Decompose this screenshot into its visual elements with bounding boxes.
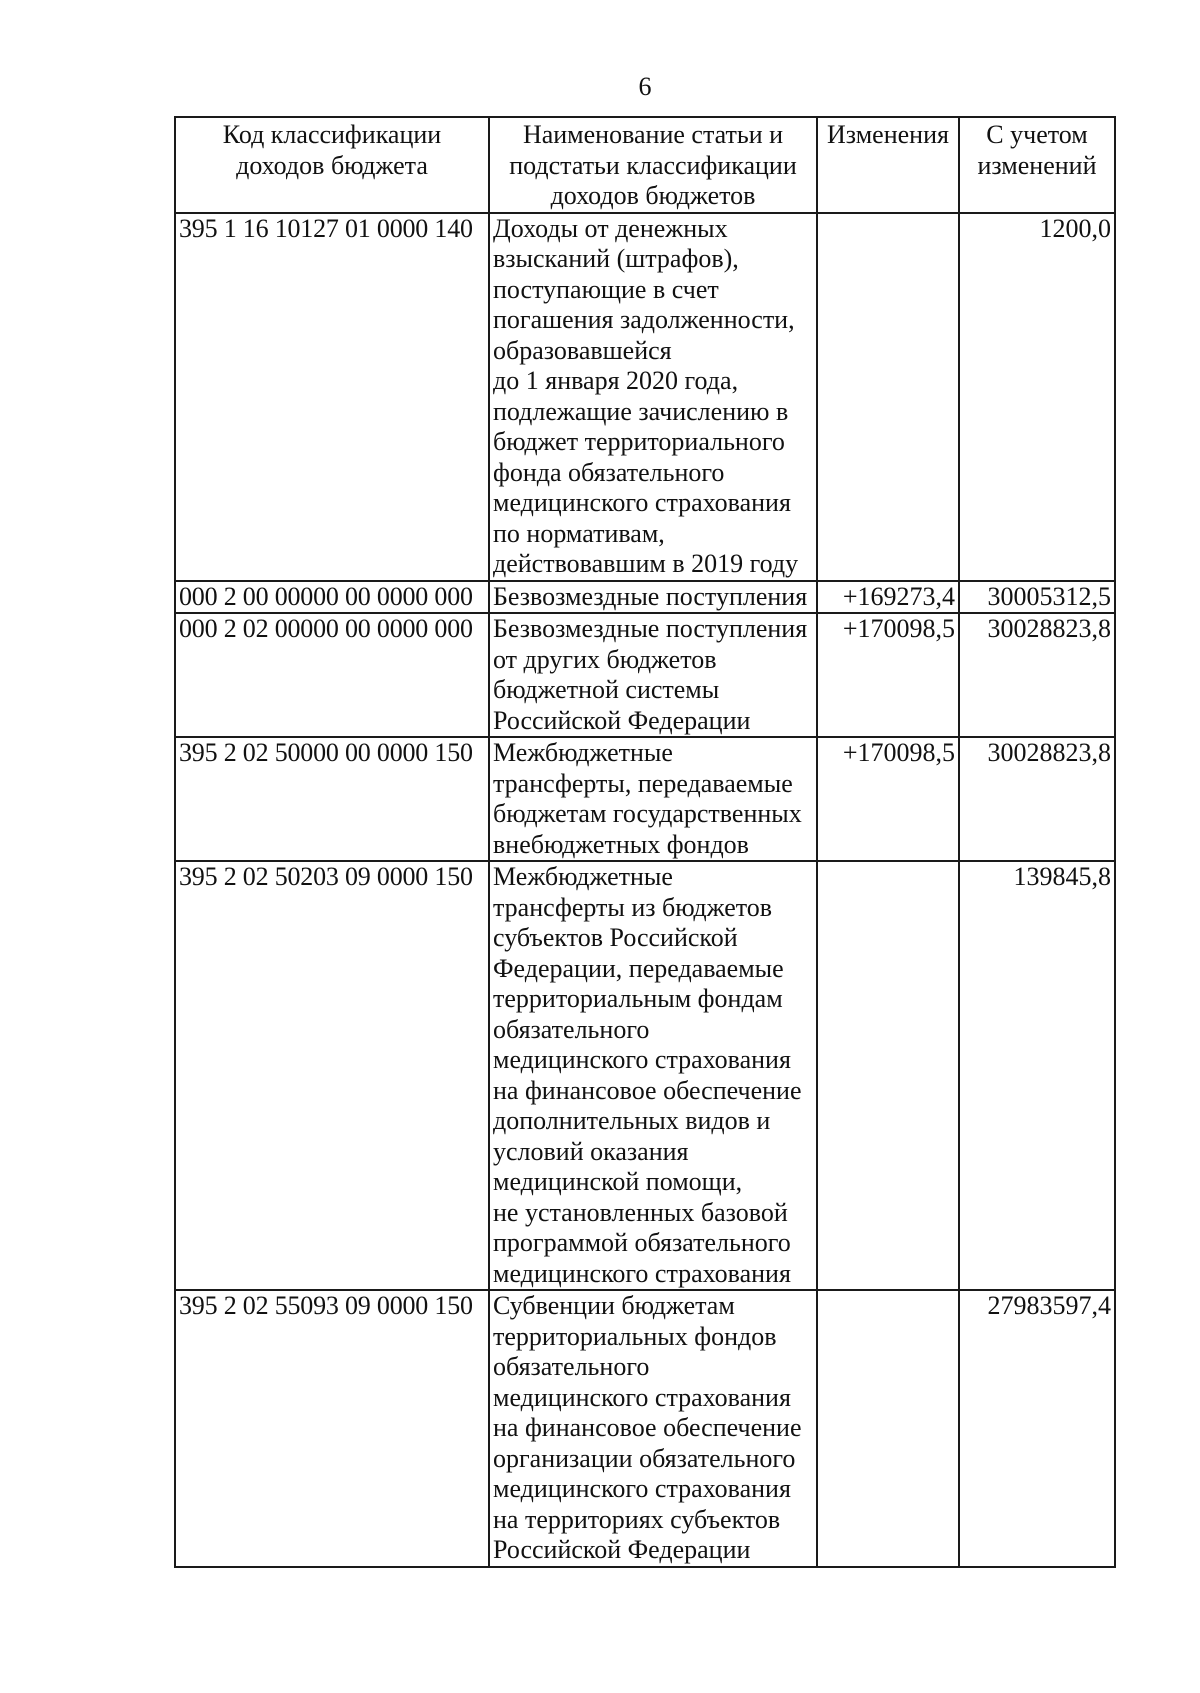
table-body <box>175 213 1115 1567</box>
header-item-name: Наименование статьи и подстатьи классификации доходов бюджетов <box>489 117 817 213</box>
item-name-line: бюджет территориального <box>493 427 785 456</box>
item-name-line: Межбюджетные <box>493 862 673 891</box>
item-name-line: дополнительных видов и <box>493 1106 771 1135</box>
table-row <box>175 1290 1115 1567</box>
total-value-cell: 139845,8 <box>959 861 1115 1290</box>
item-name-line: территориальным фондам <box>493 984 783 1013</box>
item-name-line: образовавшейся <box>493 335 672 365</box>
total-value-cell: 1200,0 <box>959 213 1115 581</box>
change-value-cell: +170098,5 <box>817 737 959 861</box>
item-name-line: медицинского страхования <box>493 1474 791 1503</box>
item-name-line: по нормативам, <box>493 518 665 548</box>
item-name-line: внебюджетных фондов <box>493 829 749 859</box>
item-name-line: трансферты из бюджетов <box>493 892 773 922</box>
change-value-cell: +169273,4 <box>817 581 959 614</box>
classification-code-cell: 395 2 02 50203 09 0000 150 <box>175 861 489 1290</box>
item-name-line: обязательного <box>493 1352 650 1381</box>
item-name-line: действовавшим в 2019 году <box>493 549 799 578</box>
item-name-line: погашения задолженности, <box>493 305 795 334</box>
classification-code-cell: 000 2 00 00000 00 0000 000 <box>175 581 489 614</box>
item-name-line: медицинского страхования <box>493 1382 791 1412</box>
item-name-line: до 1 января 2020 года, <box>493 366 739 395</box>
classification-code-cell: 395 2 02 55093 09 0000 150 <box>175 1290 489 1567</box>
item-name-line: медицинского страхования <box>493 1258 791 1288</box>
total-value-cell: 27983597,4 <box>959 1290 1115 1567</box>
table-header-row <box>175 117 1115 213</box>
item-name-cell <box>489 213 817 581</box>
item-name-cell <box>489 1290 817 1567</box>
table-row <box>175 581 1115 614</box>
item-name-line: Субвенции бюджетам <box>493 1291 735 1320</box>
item-name-line: поступающие в счет <box>493 274 719 304</box>
classification-code-cell: 395 2 02 50000 00 0000 150 <box>175 737 489 861</box>
item-name-line: медицинского страхования <box>493 488 791 517</box>
budget-classification-table <box>174 116 1116 1568</box>
item-name-line: субъектов Российской <box>493 923 738 952</box>
item-name-line: Межбюджетные <box>493 738 673 767</box>
item-name-line: Российской Федерации <box>493 1535 751 1564</box>
item-name-line: на территориях субъектов <box>493 1504 781 1534</box>
table-row <box>175 613 1115 737</box>
item-name-line: условий оказания <box>493 1136 689 1166</box>
header-changes: Изменения <box>817 117 959 213</box>
item-name-line: трансферты, передаваемые <box>493 768 793 798</box>
item-name-line: Российской Федерации <box>493 705 751 735</box>
item-name-cell <box>489 861 817 1290</box>
total-value-cell: 30028823,8 <box>959 737 1115 861</box>
header-classification-code: Код классификации доходов бюджета <box>175 117 489 213</box>
total-value-cell: 30028823,8 <box>959 613 1115 737</box>
item-name-line: бюджетам государственных <box>493 799 802 828</box>
item-name-line: от других бюджетов <box>493 644 717 674</box>
table-row <box>175 213 1115 581</box>
item-name-cell <box>489 581 817 614</box>
table-row <box>175 861 1115 1290</box>
item-name-line: Федерации, передаваемые <box>493 953 784 983</box>
classification-code-cell: 000 2 02 00000 00 0000 000 <box>175 613 489 737</box>
item-name-line: медицинской помощи, <box>493 1167 743 1196</box>
item-name-line: подлежащие зачислению в <box>493 396 789 426</box>
item-name-line: обязательного <box>493 1014 650 1044</box>
item-name-line: Безвозмездные поступления <box>493 581 808 611</box>
item-name-line: фонда обязательного <box>493 457 725 487</box>
classification-code-cell: 395 1 16 10127 01 0000 140 <box>175 213 489 581</box>
item-name-line: организации обязательного <box>493 1443 796 1473</box>
total-value-cell: 30005312,5 <box>959 581 1115 614</box>
item-name-line: не установленных базовой <box>493 1197 788 1227</box>
table-row <box>175 737 1115 861</box>
item-name-line: Безвозмездные поступления <box>493 614 808 643</box>
item-name-line: на финансовое обеспечение <box>493 1413 802 1442</box>
change-value-cell <box>817 861 959 1290</box>
item-name-cell <box>489 613 817 737</box>
item-name-cell <box>489 737 817 861</box>
header-total-with-changes: С учетом изменений <box>959 117 1115 213</box>
item-name-line: Доходы от денежных <box>493 213 728 243</box>
item-name-line: программой обязательного <box>493 1228 791 1257</box>
change-value-cell <box>817 213 959 581</box>
item-name-line: на финансовое обеспечение <box>493 1075 802 1105</box>
item-name-line: медицинского страхования <box>493 1045 791 1074</box>
item-name-line: территориальных фондов <box>493 1321 777 1351</box>
item-name-line: бюджетной системы <box>493 675 720 704</box>
change-value-cell: +170098,5 <box>817 613 959 737</box>
page-number: 6 <box>638 72 652 101</box>
item-name-line: взысканий (штрафов), <box>493 244 739 273</box>
change-value-cell <box>817 1290 959 1567</box>
